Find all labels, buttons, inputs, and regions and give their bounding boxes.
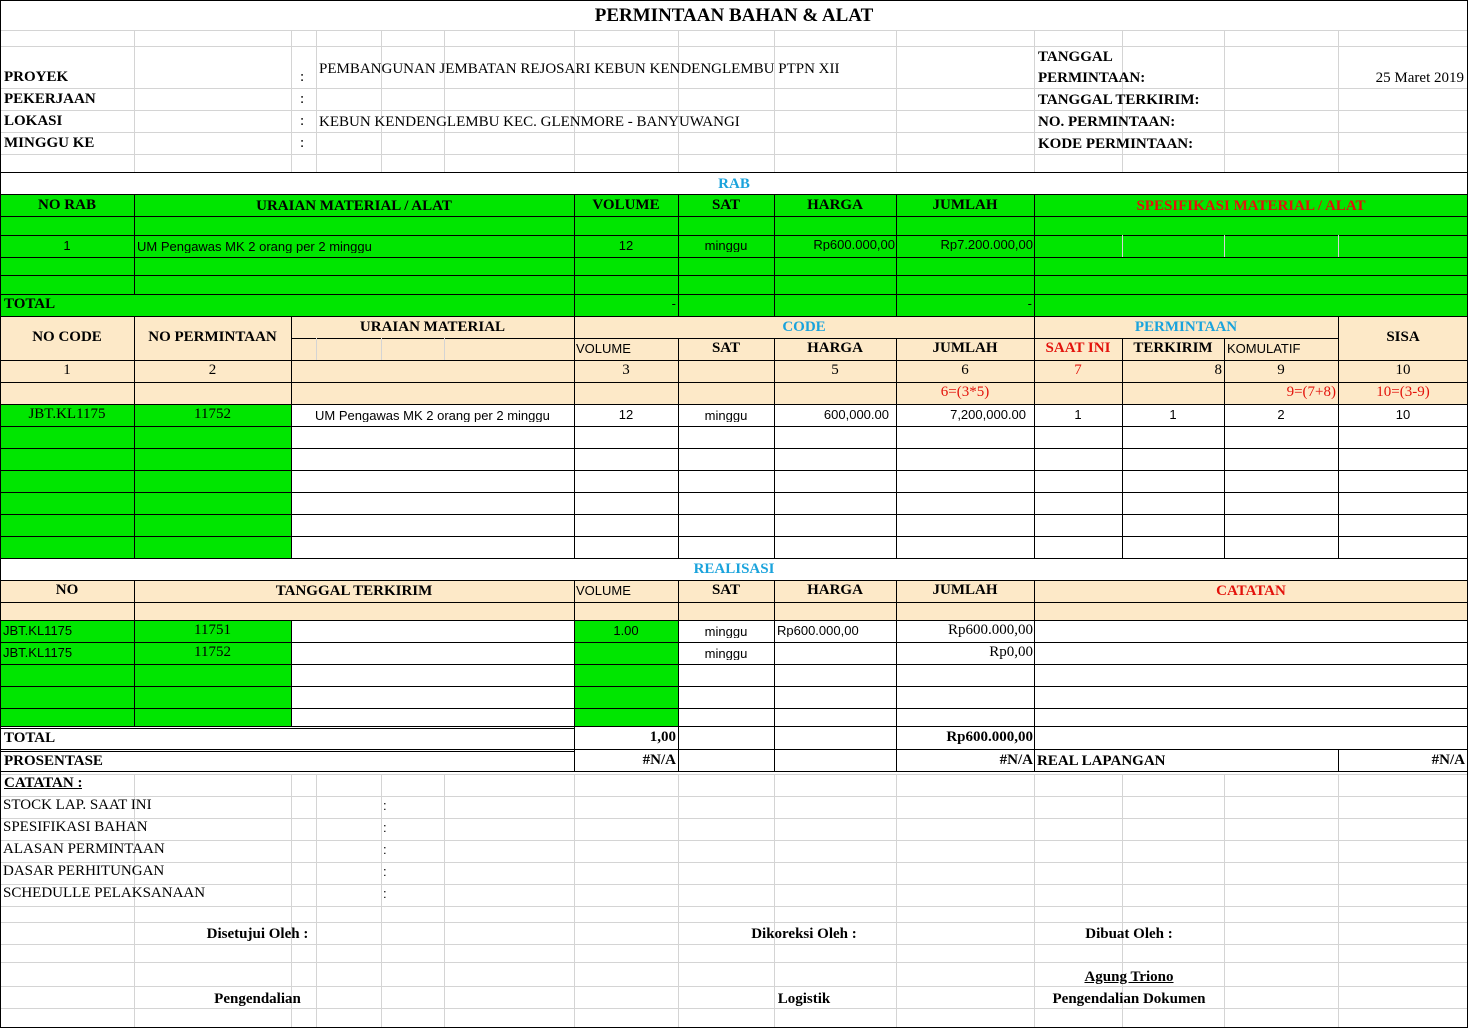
- tanggal-permintaan-label: TANGGAL: [1038, 50, 1113, 65]
- border-line-h: [0, 602, 1468, 603]
- grid-line-v: [574, 774, 575, 1028]
- rab-total-volume-dash: -: [671, 297, 676, 310]
- prosentase-volume-na: #N/A: [642, 753, 676, 768]
- tanggal-terkirim-label: TANGGAL TERKIRIM:: [1038, 93, 1200, 108]
- real-header-jumlah: JUMLAH: [932, 583, 998, 598]
- grid-line-v: [1034, 30, 1035, 172]
- catatan-item-stock: STOCK LAP. SAAT INI: [3, 798, 152, 813]
- border-line-h: [0, 316, 1468, 317]
- catatan-item-schedulle: SCHEDULLE PELAKSANAAN: [3, 886, 206, 901]
- border-line-h: [0, 536, 1468, 537]
- perm-row-sat[interactable]: minggu: [704, 409, 748, 422]
- perm-header-permintaan: PERMINTAAN: [1134, 320, 1238, 335]
- perm-row-komulatif[interactable]: 2: [1277, 408, 1285, 421]
- perm-header-komulatif: KOMULATIF: [1227, 342, 1301, 355]
- border-line-h: [0, 728, 574, 729]
- grid-line-h: [0, 88, 1468, 89]
- col-number-6: 6: [961, 363, 969, 378]
- perm-row-uraian[interactable]: UM Pengawas MK 2 orang per 2 minggu: [315, 409, 550, 422]
- grid-line-v: [1338, 30, 1339, 172]
- proyek-value[interactable]: PEMBANGUNAN JEMBATAN REJOSARI KEBUN KENDENGLEMBU PTPN XII: [319, 62, 840, 77]
- grid-line-v: [381, 338, 382, 360]
- border-line-v: [678, 726, 679, 749]
- border-line-h: [0, 708, 1468, 709]
- perm-header-no-code: NO CODE: [32, 330, 102, 345]
- grid-line-v: [381, 774, 382, 1028]
- real-header-tanggal: TANGGAL TERKIRIM: [275, 584, 433, 599]
- border-line-h: [0, 751, 574, 752]
- signatory-name: Agung Triono: [1084, 970, 1174, 985]
- perm-row-sisa[interactable]: 10: [1395, 408, 1411, 421]
- perm-row-saat-ini[interactable]: 1: [1074, 408, 1082, 421]
- page-title: PERMINTAAN BAHAN & ALAT: [594, 6, 874, 25]
- grid-line-v: [896, 774, 897, 1028]
- catatan-colon-4: :: [383, 865, 387, 878]
- realisasi-section-title: REALISASI: [693, 562, 775, 577]
- formula-10: 10=(3-9): [1376, 385, 1430, 400]
- grid-line-h: [0, 30, 1468, 31]
- grid-line-h: [0, 884, 1468, 885]
- disetujui-label: Disetujui Oleh :: [206, 927, 309, 942]
- code-column-fill: [0, 404, 291, 558]
- col-number-2: 2: [208, 363, 217, 378]
- grid-line-v: [291, 30, 292, 172]
- grid-line-h: [0, 818, 1468, 819]
- grid-line-v: [774, 30, 775, 172]
- grid-line-v: [1122, 235, 1123, 257]
- real-header-harga: HARGA: [807, 583, 863, 598]
- real-header-catatan: CATATAN: [1216, 584, 1286, 599]
- perm-row-terkirim[interactable]: 1: [1169, 408, 1177, 421]
- border-line-h: [0, 216, 1468, 217]
- col-number-10: 10: [1395, 363, 1411, 378]
- no-permintaan-label: NO. PERMINTAAN:: [1038, 115, 1176, 130]
- border-line-v: [291, 620, 292, 726]
- pekerjaan-label: PEKERJAAN: [4, 92, 96, 107]
- rab-header-uraian: URAIAN MATERIAL / ALAT: [256, 199, 452, 214]
- border-line-v: [1034, 726, 1035, 749]
- tanggal-permintaan-label-2: PERMINTAAN:: [1038, 71, 1146, 86]
- perm-row-jumlah[interactable]: 7,200,000.00: [950, 408, 1026, 421]
- border-line-v: [678, 294, 679, 316]
- col-number-1: 1: [63, 363, 71, 378]
- grid-line-v: [316, 30, 317, 172]
- grid-line-h: [0, 154, 1468, 155]
- grid-line-v: [896, 30, 897, 172]
- real-lapangan-label: REAL LAPANGAN: [1037, 754, 1166, 769]
- perm-header-sat: SAT: [711, 341, 741, 356]
- perm-row-no[interactable]: 11752: [194, 407, 231, 422]
- grid-line-v: [1224, 30, 1225, 172]
- kode-permintaan-label: KODE PERMINTAAN:: [1038, 137, 1194, 152]
- catatan-colon-1: :: [383, 799, 387, 812]
- real-total-label: TOTAL: [4, 731, 56, 746]
- rab-header-jumlah: JUMLAH: [932, 198, 998, 213]
- border-line-h: [0, 275, 1468, 276]
- grid-line-v: [134, 30, 135, 172]
- grid-line-h: [0, 922, 1468, 923]
- rab-row-volume[interactable]: 12: [618, 239, 634, 252]
- grid-line-v: [1338, 774, 1339, 1028]
- grid-line-h: [0, 906, 1468, 907]
- border-line-v: [774, 580, 775, 726]
- real-row1-code[interactable]: JBT.KL1175: [3, 624, 73, 637]
- formula-9: 9=(7+8): [1286, 385, 1336, 400]
- border-line-h: [0, 360, 1468, 361]
- real-header-volume: VOLUME: [576, 584, 631, 597]
- border-line-h: [0, 404, 1468, 405]
- border-line-v: [1034, 749, 1035, 771]
- minggu-label: MINGGU KE: [4, 136, 95, 151]
- grid-line-v: [1034, 774, 1035, 1028]
- border-line-h: [0, 257, 1468, 258]
- col-number-8: 8: [1214, 363, 1222, 378]
- col-number-9: 9: [1277, 363, 1285, 378]
- border-line-v: [574, 316, 575, 558]
- logistik-label: Logistik: [777, 992, 831, 1007]
- lokasi-label: LOKASI: [4, 114, 63, 129]
- real-row1-harga[interactable]: Rp600.000,00: [777, 624, 859, 637]
- real-row1-volume[interactable]: 1.00: [613, 624, 639, 637]
- real-row2-sat[interactable]: minggu: [704, 647, 748, 660]
- border-line-h: [0, 382, 1468, 383]
- border-line-h: [0, 726, 1468, 727]
- perm-row-harga[interactable]: 600,000.00: [823, 408, 889, 421]
- grid-line-h: [0, 986, 1468, 987]
- grid-line-v: [678, 30, 679, 172]
- border-line-v: [774, 294, 775, 316]
- rab-header-no: NO RAB: [38, 198, 96, 213]
- real-row1-jumlah[interactable]: Rp600.000,00: [947, 623, 1033, 638]
- grid-line-h: [0, 1008, 1468, 1009]
- border-line-h: [0, 194, 1468, 195]
- catatan-colon-3: :: [383, 843, 387, 856]
- grid-line-v: [316, 774, 317, 1028]
- perm-header-saat-ini: SAAT INI: [1045, 341, 1111, 356]
- col-number-7: 7: [1074, 363, 1082, 378]
- grid-line-v: [574, 30, 575, 172]
- proyek-label: PROYEK: [4, 70, 69, 85]
- border-line-h: [291, 338, 1338, 339]
- grid-line-h: [0, 796, 1468, 797]
- catatan-item-dasar: DASAR PERHITUNGAN: [3, 864, 165, 879]
- rab-section-title: RAB: [718, 177, 750, 192]
- border-line-v: [1034, 294, 1035, 316]
- border-line-h: [0, 0, 1468, 1]
- border-line-h: [0, 294, 1468, 295]
- perm-header-code: CODE: [782, 320, 826, 335]
- real-header-sat: SAT: [711, 583, 741, 598]
- grid-line-v: [1224, 235, 1225, 257]
- prosentase-jumlah-na: #N/A: [999, 753, 1033, 768]
- border-line-h: [0, 664, 1468, 665]
- grid-line-v: [444, 30, 445, 172]
- border-line-h: [0, 426, 1468, 427]
- rab-row-no[interactable]: 1: [63, 239, 71, 252]
- pengendalian-label: Pengendalian: [214, 992, 301, 1007]
- rab-total-jumlah-dash: -: [1027, 297, 1032, 310]
- rab-row-jumlah[interactable]: Rp7.200.000,00: [940, 238, 1033, 251]
- real-row2-no[interactable]: 11752: [194, 645, 231, 660]
- catatan-title: CATATAN :: [4, 776, 83, 791]
- grid-line-v: [774, 774, 775, 1028]
- grid-line-h: [0, 944, 1468, 945]
- border-line-v: [134, 316, 135, 558]
- border-line-h: [0, 470, 1468, 471]
- border-line-h: [0, 514, 1468, 515]
- rab-total-label: TOTAL: [4, 297, 56, 312]
- perm-header-harga: HARGA: [807, 341, 863, 356]
- border-line-v: [774, 749, 775, 771]
- border-line-h: [0, 771, 1468, 772]
- real-row2-jumlah[interactable]: Rp0,00: [989, 645, 1033, 660]
- border-line-v: [678, 749, 679, 771]
- pekerjaan-colon: :: [300, 92, 305, 107]
- border-line-h: [0, 558, 1468, 559]
- prosentase-label: PROSENTASE: [4, 754, 103, 769]
- perm-header-jumlah: JUMLAH: [932, 341, 998, 356]
- border-line-h: [0, 580, 1468, 581]
- border-line-h: [0, 492, 1468, 493]
- grid-line-v: [316, 338, 317, 360]
- rab-header-harga: HARGA: [807, 198, 863, 213]
- catatan-colon-5: :: [383, 887, 387, 900]
- grid-line-v: [381, 30, 382, 172]
- border-line-v: [774, 726, 775, 749]
- catatan-item-spesifikasi: SPESIFIKASI BAHAN: [3, 820, 148, 835]
- perm-header-no-permintaan: NO PERMINTAAN: [148, 330, 277, 345]
- border-line-h: [0, 620, 1468, 621]
- border-line-h: [0, 686, 1468, 687]
- border-line-v: [291, 316, 292, 558]
- border-line-v: [1338, 316, 1339, 558]
- perm-header-volume: VOLUME: [576, 342, 631, 355]
- dibuat-label: Dibuat Oleh :: [1085, 927, 1173, 942]
- border-line-v: [574, 580, 575, 726]
- grid-line-h: [0, 132, 1468, 133]
- rab-header-spesifikasi: SPESIFIKASI MATERIAL / ALAT: [1136, 199, 1366, 214]
- real-header-no: NO: [55, 583, 79, 598]
- perm-row-volume[interactable]: 12: [618, 408, 634, 421]
- perm-header-uraian: URAIAN MATERIAL: [359, 320, 506, 335]
- rab-row-sat[interactable]: minggu: [704, 239, 748, 252]
- perm-row-code[interactable]: JBT.KL1175: [28, 407, 106, 422]
- rab-header-volume: VOLUME: [592, 198, 660, 213]
- grid-line-v: [1224, 774, 1225, 1028]
- border-line-h: [0, 448, 1468, 449]
- lokasi-value[interactable]: KEBUN KENDENGLEMBU KEC. GLENMORE - BANYUWANGI: [319, 115, 740, 130]
- border-line-v: [1034, 580, 1035, 726]
- lokasi-colon: :: [300, 114, 305, 129]
- dikoreksi-label: Dikoreksi Oleh :: [751, 927, 857, 942]
- col-number-3: 3: [622, 363, 630, 378]
- grid-line-h: [0, 862, 1468, 863]
- grid-line-v: [444, 774, 445, 1028]
- catatan-colon-2: :: [383, 821, 387, 834]
- grid-line-v: [444, 338, 445, 360]
- real-total-volume: 1,00: [649, 730, 676, 745]
- pengendalian-dokumen-label: Pengendalian Dokumen: [1052, 992, 1206, 1007]
- real-row1-sat[interactable]: minggu: [704, 625, 748, 638]
- proyek-colon: :: [300, 70, 305, 85]
- formula-6: 6=(3*5): [940, 385, 990, 400]
- real-total-jumlah: Rp600.000,00: [946, 730, 1033, 745]
- border-line-h: [0, 235, 1468, 236]
- grid-line-v: [1122, 774, 1123, 1028]
- grid-line-h: [0, 962, 1468, 963]
- grid-line-h: [0, 110, 1468, 111]
- border-line-h: [0, 642, 1468, 643]
- grid-line-v: [678, 774, 679, 1028]
- grid-line-h: [0, 774, 1468, 775]
- real-row1-no[interactable]: 11751: [194, 623, 231, 638]
- minggu-colon: :: [300, 136, 305, 151]
- rab-row-harga[interactable]: Rp600.000,00: [813, 238, 895, 251]
- grid-line-v: [291, 774, 292, 1028]
- rab-header-sat: SAT: [711, 198, 741, 213]
- rab-row-uraian[interactable]: UM Pengawas MK 2 orang per 2 minggu: [137, 240, 372, 253]
- catatan-item-alasan: ALASAN PERMINTAAN: [3, 842, 165, 857]
- perm-header-sisa: SISA: [1386, 330, 1420, 345]
- grid-line-h: [0, 840, 1468, 841]
- grid-line-h: [0, 46, 1468, 47]
- perm-header-terkirim: TERKIRIM: [1133, 341, 1213, 356]
- col-number-5: 5: [831, 363, 839, 378]
- border-line-h: [0, 172, 1468, 173]
- real-row2-code[interactable]: JBT.KL1175: [3, 646, 73, 659]
- real-lapangan-na: #N/A: [1431, 753, 1465, 768]
- border-line-h: [0, 749, 1468, 750]
- grid-line-v: [1338, 235, 1339, 257]
- tanggal-permintaan-value[interactable]: 25 Maret 2019: [1375, 71, 1464, 86]
